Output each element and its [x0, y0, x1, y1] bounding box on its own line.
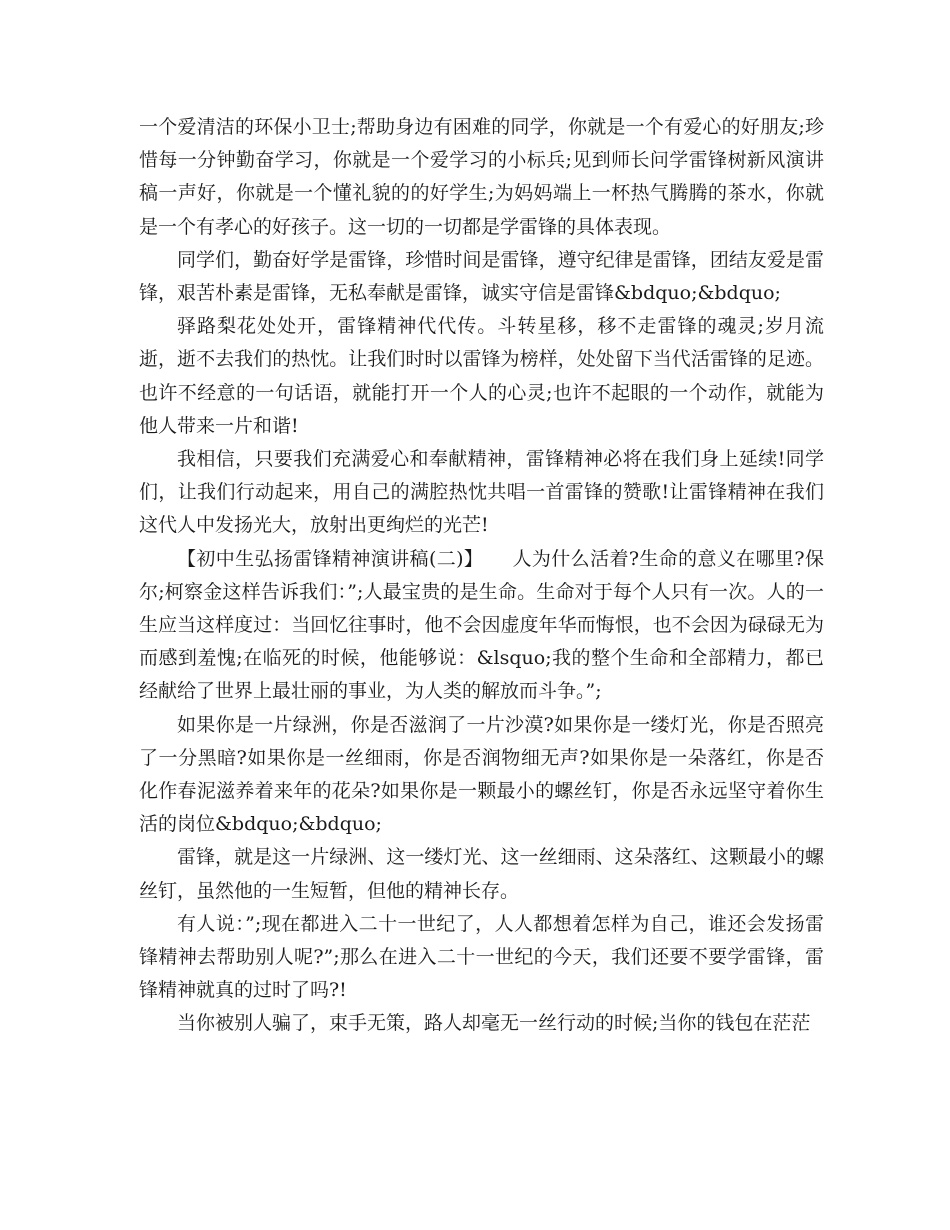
- paragraph-2: 同学们，勤奋好学是雷锋，珍惜时间是雷锋，遵守纪律是雷锋，团结友爱是雷锋，艰苦朴素是雷锋，无私奉献是雷锋，诚实守信是雷锋&bdquo;&bdquo;: [139, 248, 824, 305]
- paragraph-9: 当你被别人骗了，束手无策，路人却毫无一丝行动的时候;当你的钱包在茫茫: [177, 1012, 811, 1035]
- paragraph-5: 【初中生弘扬雷锋精神演讲稿(二)】 人为什么活着?生命的意义在哪里?保尔;柯察金这样告诉我们：”;人最宝贵的是生命。生命对于每个人只有一次。人的一生应当这样度过：当回忆往事时，他不会因虚度年华而悔恨，也不会因为碌碌无为而感到羞愧;在临死的时候，他能够说：&lsquo;我的整个生命和全部精力，都已经献给了世界上最壮丽的事业，为人类的解放而斗争。”;: [139, 547, 824, 703]
- paragraph-1: 一个爱清洁的环保小卫士;帮助身边有困难的同学，你就是一个有爱心的好朋友;珍惜每一分钟勤奋学习，你就是一个爱学习的小标兵;见到师长问学雷锋树新风演讲稿一声好，你就是一个懂礼貌的的好学生;为妈妈端上一杯热气腾腾的茶水，你就是一个有孝心的好孩子。这一切的一切都是学雷锋的具体表现。: [139, 116, 824, 238]
- paragraph-7: 雷锋，就是这一片绿洲、这一缕灯光、这一丝细雨、这朵落红、这颗最小的螺丝钉，虽然他的一生短暂，但他的精神长存。: [139, 846, 824, 902]
- document-body: [139, 111, 824, 1041]
- paragraph-6: 如果你是一片绿洲，你是否滋润了一片沙漠?如果你是一缕灯光，你是否照亮了一分黑暗?如果你是一丝细雨，你是否润物细无声?如果你是一朵落红，你是否化作春泥滋养着来年的花朵?如果你是一颗最小的螺丝钉，你是否永远坚守着你生活的岗位&bdquo;&bdquo;: [139, 713, 824, 836]
- paragraph-3: 驿路梨花处处开，雷锋精神代代传。斗转星移，移不走雷锋的魂灵;岁月流逝，逝不去我们的热忱。让我们时时以雷锋为榜样，处处留下当代活雷锋的足迹。也许不经意的一句话语，就能打开一个人的心灵;也许不起眼的一个动作，就能为他人带来一片和谐!: [139, 315, 824, 437]
- paragraph-4: 我相信，只要我们充满爱心和奉献精神，雷锋精神必将在我们身上延续!同学们，让我们行动起来，用自己的满腔热忱共唱一首雷锋的赞歌!让雷锋精神在我们这代人中发扬光大，放射出更绚烂的光芒!: [139, 448, 824, 537]
- paragraph-8: 有人说：”;现在都进入二十一世纪了，人人都想着怎样为自己，谁还会发扬雷锋精神去帮助别人呢?”;那么在进入二十一世纪的今天，我们还要不要学雷锋，雷锋精神就真的过时了吗?!: [139, 912, 824, 1002]
